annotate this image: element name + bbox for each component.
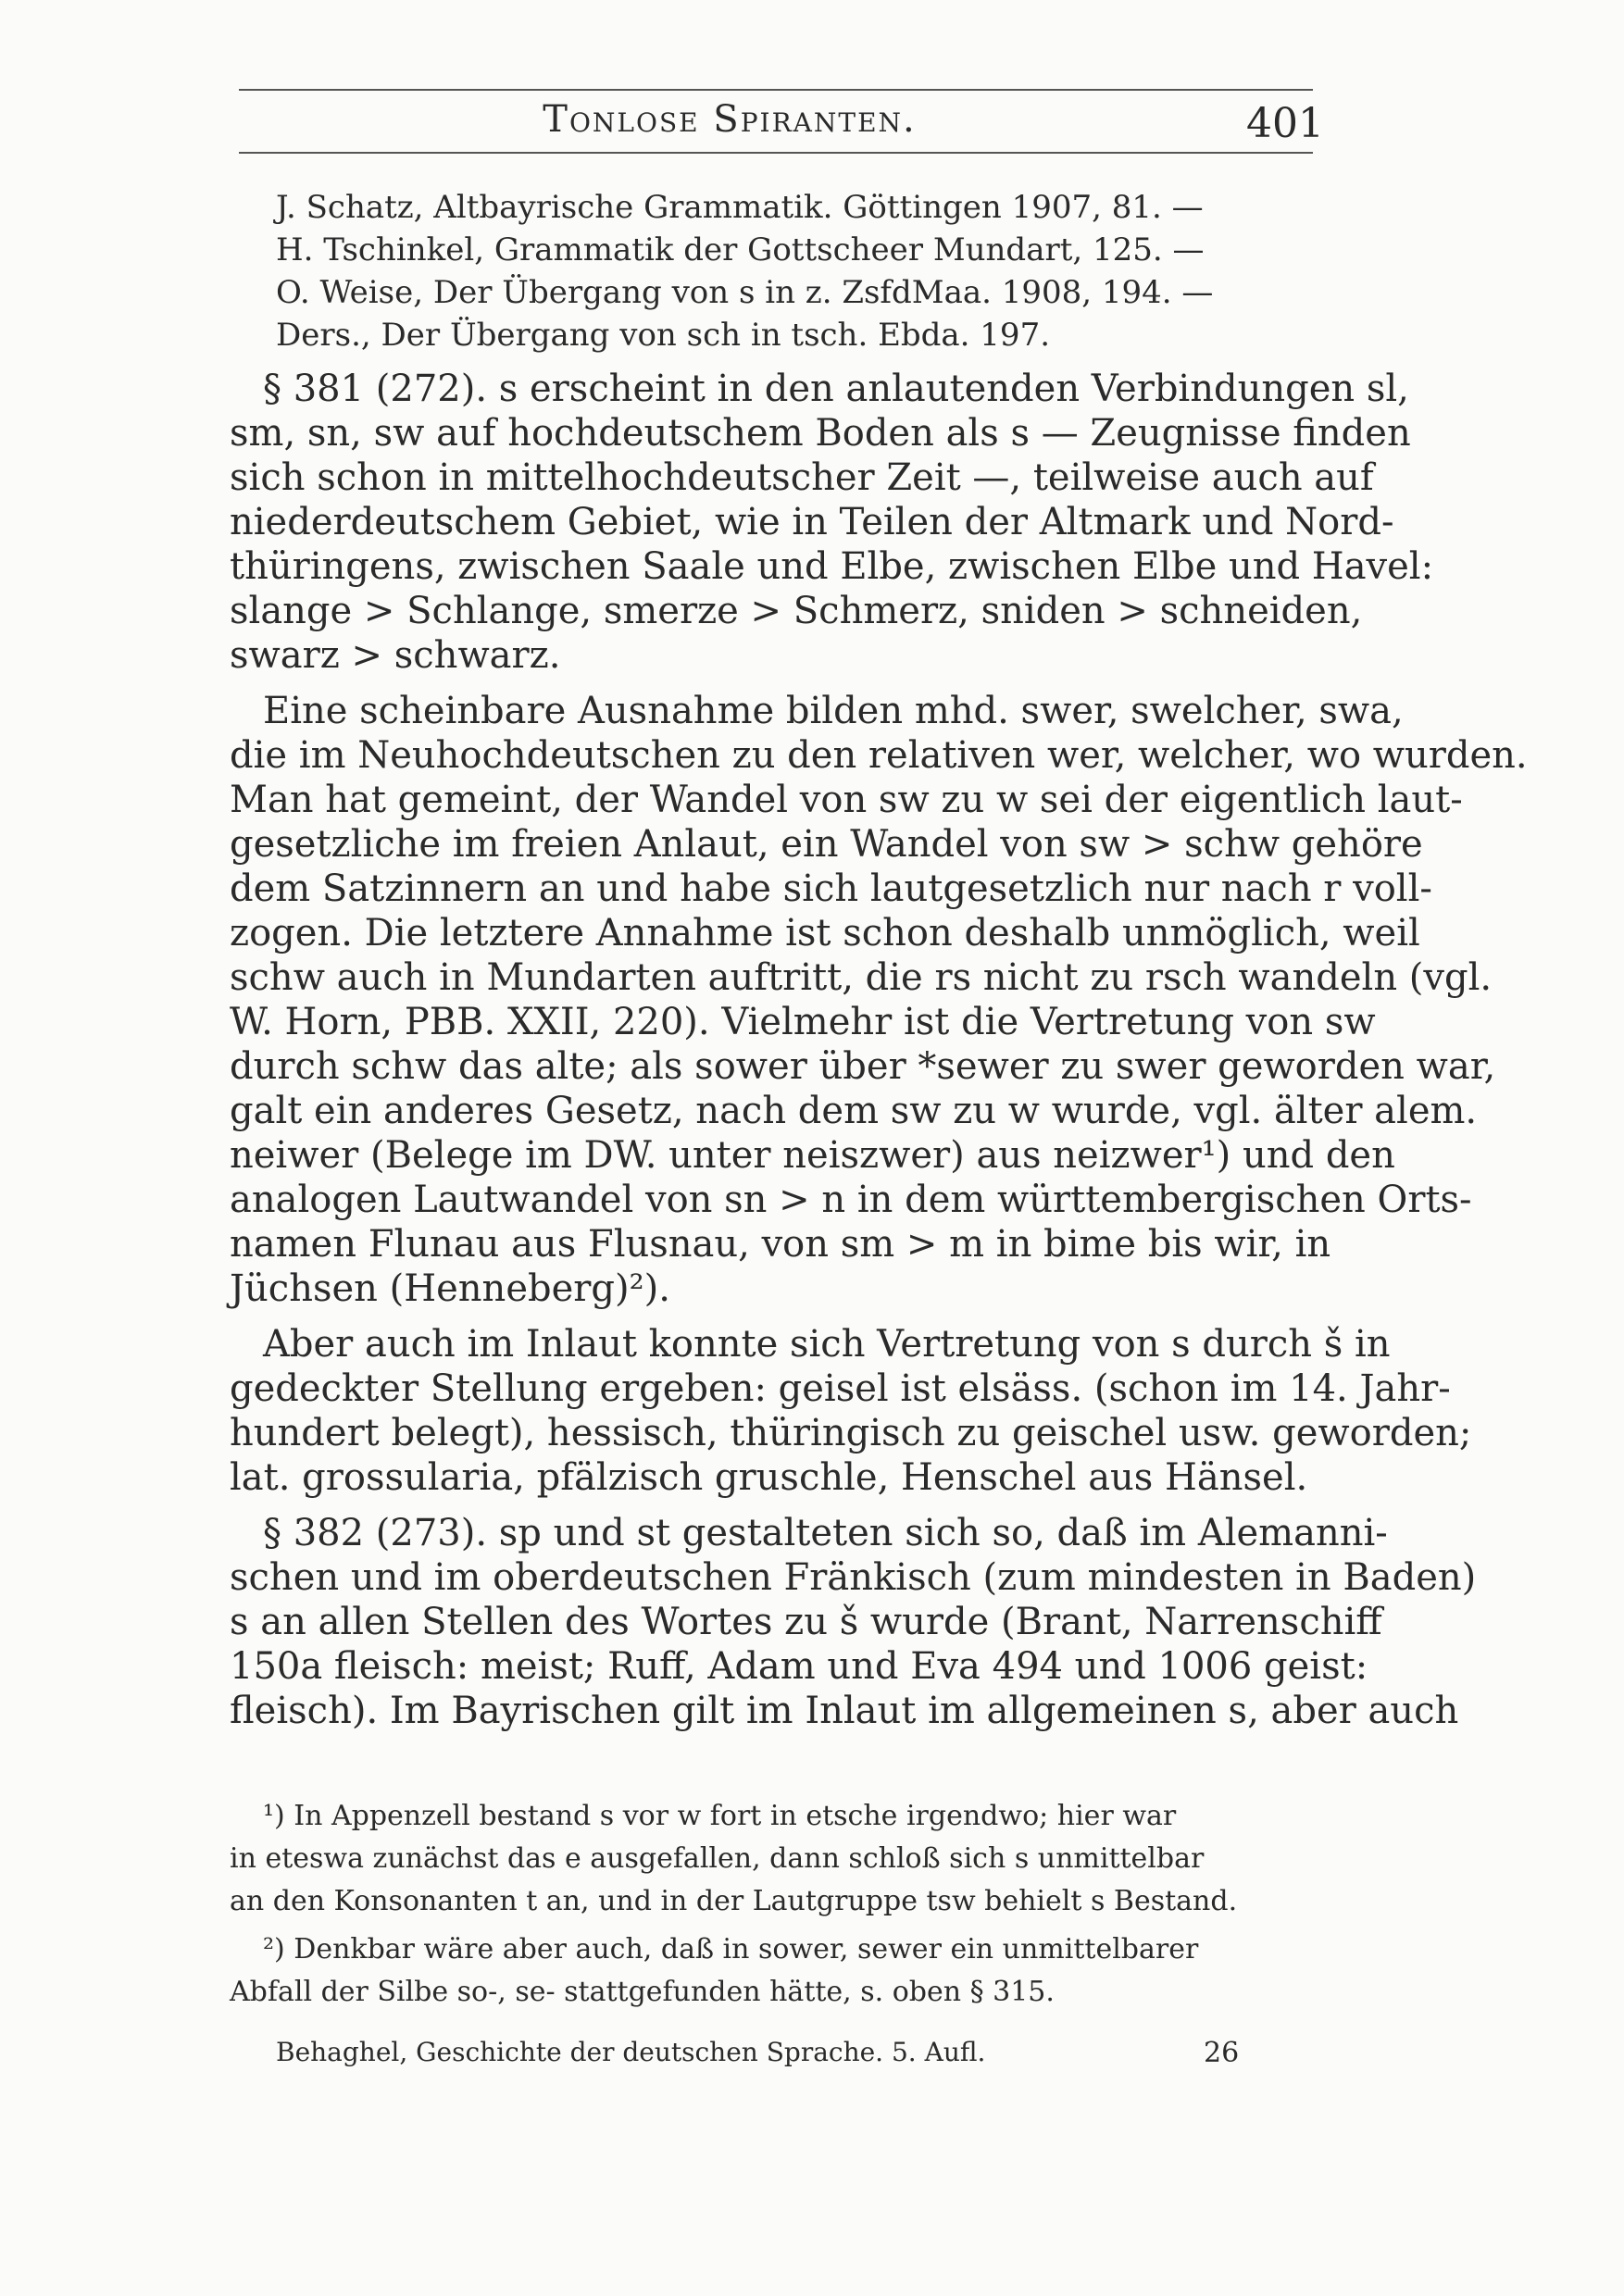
text-line: schen und im oberdeutschen Fränkisch (zum mindesten in Baden) bbox=[230, 1556, 1477, 1599]
text-line: Man hat gemeint, der Wandel von sw zu w sei der eigentlich laut- bbox=[230, 779, 1463, 821]
text-line: gesetzliche im freien Anlaut, ein Wandel von sw > schw gehöre bbox=[230, 823, 1423, 866]
text-line: sich schon in mittelhochdeutscher Zeit —, teilweise auch auf bbox=[230, 456, 1374, 499]
text-line: niederdeutschem Gebiet, wie in Teilen der Altmark und Nord- bbox=[230, 501, 1394, 543]
text-line: thüringens, zwischen Saale und Elbe, zwischen Elbe und Havel: bbox=[230, 545, 1434, 588]
text-line: durch schw das alte; als sower über *sewer zu swer geworden war, bbox=[230, 1045, 1496, 1088]
text-line: lat. grossularia, pfälzisch gruschle, Henschel aus Hänsel. bbox=[230, 1456, 1308, 1499]
header-rule-top bbox=[239, 89, 1313, 91]
text-line: dem Satzinnern an und habe sich lautgesetzlich nur nach r voll- bbox=[230, 867, 1432, 910]
text-line: fleisch). Im Bayrischen gilt im Inlaut im allgemeinen s, aber auch bbox=[230, 1690, 1459, 1732]
text-line: analogen Lautwandel von sn > n in dem württembergischen Orts- bbox=[230, 1179, 1472, 1221]
text-line: § 381 (272). s erscheint in den anlautenden Verbindungen sl, bbox=[263, 368, 1409, 410]
text-line: W. Horn, PBB. XXII, 220). Vielmehr ist die Vertretung von sw bbox=[230, 1001, 1376, 1043]
bibliography-entry: J. Schatz, Altbayrische Grammatik. Göttingen 1907, 81. — bbox=[276, 189, 1204, 226]
text-line: gedeckter Stellung ergeben: geisel ist elsäss. (schon im 14. Jahr- bbox=[230, 1367, 1451, 1410]
text-line: Jüchsen (Henneberg)²). bbox=[230, 1267, 670, 1310]
text-line: galt ein anderes Gesetz, nach dem sw zu w wurde, vgl. älter alem. bbox=[230, 1090, 1478, 1132]
page-number: 401 bbox=[1246, 100, 1324, 147]
text-line: die im Neuhochdeutschen zu den relativen wer, welcher, wo wurden. bbox=[230, 734, 1528, 777]
text-line: Eine scheinbare Ausnahme bilden mhd. swer, swelcher, swa, bbox=[263, 690, 1404, 732]
text-line: slange > Schlange, smerze > Schmerz, sniden > schneiden, bbox=[230, 590, 1363, 632]
text-line: 150a fleisch: meist; Ruff, Adam und Eva 494 und 1006 geist: bbox=[230, 1645, 1368, 1688]
text-line: swarz > schwarz. bbox=[230, 634, 561, 677]
footnote-line: ¹) In Appenzell bestand s vor w fort in etsche irgendwo; hier war bbox=[263, 1800, 1177, 1832]
text-line: s an allen Stellen des Wortes zu š wurde (Brant, Narrenschiff bbox=[230, 1601, 1382, 1643]
footnote-line: in eteswa zunächst das e ausgefallen, dann schloß sich s unmittelbar bbox=[230, 1842, 1205, 1875]
bibliography-entry: O. Weise, Der Übergang von s in z. ZsfdMaa. 1908, 194. — bbox=[276, 274, 1214, 311]
text-line: § 382 (273). sp und st gestalteten sich so, daß im Alemanni- bbox=[263, 1512, 1388, 1554]
header-rule-bottom bbox=[239, 152, 1313, 154]
sheet-signature: Behaghel, Geschichte der deutschen Sprache. 5. Aufl. bbox=[276, 2037, 986, 2067]
footnote-line: Abfall der Silbe so-, se- stattgefunden hätte, s. oben § 315. bbox=[230, 1976, 1055, 2008]
sheet-number: 26 bbox=[1204, 2037, 1240, 2069]
running-head: Tonlose Spiranten. bbox=[543, 98, 917, 141]
text-line: sm, sn, sw auf hochdeutschem Boden als s — Zeugnisse finden bbox=[230, 412, 1411, 455]
text-line: zogen. Die letztere Annahme ist schon deshalb unmöglich, weil bbox=[230, 912, 1420, 955]
bibliography-entry: H. Tschinkel, Grammatik der Gottscheer Mundart, 125. — bbox=[276, 231, 1205, 268]
text-line: hundert belegt), hessisch, thüringisch zu geischel usw. geworden; bbox=[230, 1412, 1472, 1454]
text-line: neiwer (Belege im DW. unter neiszwer) aus neizwer¹) und den bbox=[230, 1134, 1395, 1177]
text-line: namen Flunau aus Flusnau, von sm > m in bime bis wir, in bbox=[230, 1223, 1331, 1266]
text-line: Aber auch im Inlaut konnte sich Vertretung von s durch š in bbox=[263, 1323, 1391, 1366]
footnote-line: ²) Denkbar wäre aber auch, daß in sower, sewer ein unmittelbarer bbox=[263, 1933, 1199, 1965]
footnote-line: an den Konsonanten t an, und in der Lautgruppe tsw behielt s Bestand. bbox=[230, 1885, 1238, 1917]
text-line: schw auch in Mundarten auftritt, die rs nicht zu rsch wandeln (vgl. bbox=[230, 956, 1493, 999]
bibliography-entry: Ders., Der Übergang von sch in tsch. Ebda. 197. bbox=[276, 317, 1051, 354]
